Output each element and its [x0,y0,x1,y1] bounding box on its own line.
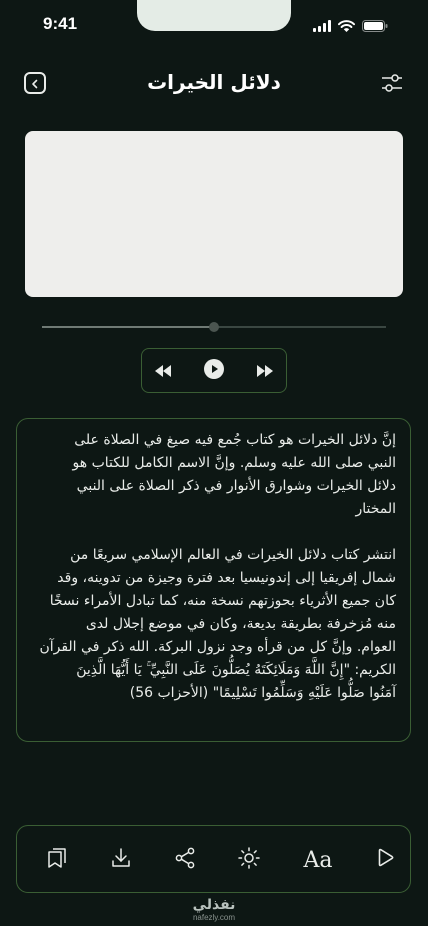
content-paragraph-2: انتشر كتاب دلائل الخيرات في العالم الإسلامي سريعًا من شمال إفريقيا إلى إندونيسيا بعد فترة وجيزة من تدوينه، وقد كان جميع الأثرياء بحوزتهم نسخة منه، كما تبادل الأمراء نسخًا منه مُزخرفة بطريقة بديعة، وكان في موضع إجلال لدى العوام. وإنَّ كل من قرأه وجد نزول البركة. الله ذكر في القرآن الكريم: "إِنَّ اللَّهَ وَمَلَائِكَتَهُ يُصَلُّونَ عَلَى النَّبِيِّ ۚ يَا أَيُّهَا الَّذِينَ آمَنُوا صَلُّوا عَلَيْهِ وَسَلِّمُوا تَسْلِيمًا" (الأحزاب 56) [39,547,396,701]
play-outline-icon [373,846,397,874]
watermark-url: nafezly.com [192,913,236,922]
brightness-button[interactable] [224,826,274,894]
rewind-icon[interactable] [154,364,172,378]
download-button[interactable] [96,826,146,894]
progress-fill [42,326,214,328]
settings-button[interactable] [380,71,404,95]
player-controls [141,348,287,393]
sliders-icon [380,80,404,99]
share-icon [173,846,197,874]
next-button[interactable] [360,826,410,894]
content-paragraph-1: إنَّ دلائل الخيرات هو كتاب جُمع فيه صيغ في الصلاة على النبي صلى الله عليه وسلم. وإنَّ الاسم الكامل للكتاب هو دلائل الخيرات وشوارق الأنوار في ذكر الصلاة على النبي المختار [72,432,396,517]
brightness-icon [237,846,261,874]
progress-slider[interactable] [42,326,386,328]
status-time: 9:41 [43,14,78,33]
content-card [16,418,411,742]
play-icon [203,358,225,384]
share-button[interactable] [160,826,210,894]
font-size-button[interactable] [293,826,343,894]
status-icons [313,17,388,36]
status-bar [0,0,428,50]
play-button[interactable] [203,358,225,384]
wifi-icon [338,17,355,36]
download-icon [109,846,133,874]
device-notch [137,0,291,31]
bookmarks-button[interactable] [32,826,82,894]
fast-forward-icon[interactable] [256,364,274,378]
font-size-icon: Aa [303,847,333,873]
cellular-signal-icon [313,17,331,36]
bookmarks-icon [45,846,69,874]
header [0,62,428,106]
watermark [0,897,428,923]
battery-icon [362,17,388,36]
page-title: دلائل الخيرات [147,70,281,94]
bottom-toolbar [16,825,411,893]
progress-knob[interactable] [209,322,219,332]
watermark-logo: نفذلي [192,897,236,913]
media-placeholder [25,131,403,297]
